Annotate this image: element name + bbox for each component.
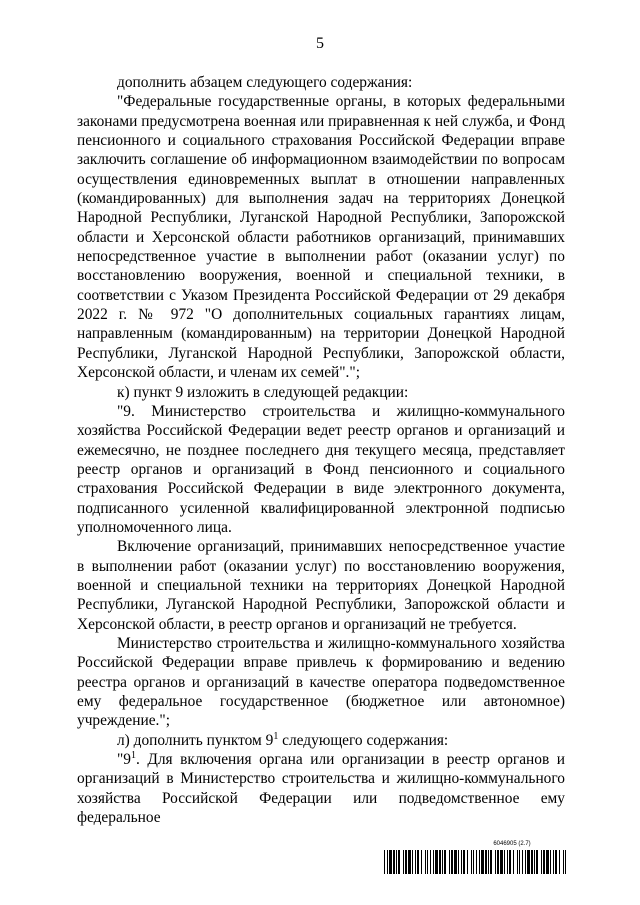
barcode-bar [405, 850, 407, 874]
barcode-bar [398, 850, 400, 874]
barcode-bar [473, 850, 474, 874]
superscript: 1 [273, 730, 279, 742]
page-number: 5 [316, 35, 324, 52]
barcode-bar [449, 850, 450, 874]
barcode-bar [525, 850, 526, 874]
text-run: следующего содержания: [278, 731, 449, 749]
paragraph-item-9: "9. Министерство строительства и жилищно-коммунального хозяйства Российской Федерации ведет реестр органов и организаций и ежемесячно, не позднее последнего дня текущего месяца, представляет реестр органов и организаций в Фонд пенсионного и социального страхования Российской Федерации в виде электронного документа, подписанного усиленной квалифицированной электронной подписью уполномоченного лица. [77, 402, 565, 536]
barcode-bar [488, 850, 489, 874]
barcode-bar [396, 850, 397, 874]
barcode-bar [476, 850, 477, 874]
document-body [77, 73, 565, 827]
barcode-bar [550, 850, 551, 874]
barcode-bar [435, 850, 438, 874]
barcode-bar [479, 850, 480, 874]
barcode-bar [513, 850, 514, 874]
barcode-bar [389, 850, 392, 874]
barcode-bar [559, 850, 560, 874]
barcode-bar [485, 850, 487, 874]
barcode-bar [415, 850, 416, 874]
barcode-bar [541, 850, 542, 874]
paragraph-add-clause: дополнить абзацем следующего содержания: [117, 74, 413, 91]
barcode-bar [393, 850, 395, 874]
paragraph-item-k: к) пункт 9 изложить в следующей редакции: [117, 383, 409, 401]
barcode-bar [536, 850, 538, 874]
barcode-bar [467, 850, 468, 874]
barcode-bar [433, 850, 434, 874]
barcode-bar [427, 850, 428, 874]
barcode-bar [553, 850, 554, 874]
barcode-bar [507, 850, 508, 874]
paragraph-federal-agencies: "Федеральные государственные органы, в которых федеральными законами предусмотрена военная или приравненная к ней служба, и Фонд пенсионного и социального страхования Российской Федерации вправе заключить соглашение об информационном взаимодействии по вопросам осуществления единовременных выплат в отношении направленных (командированных) для выполнения задач на территориях Донецкой Народной Республики, Луганской Народной Республики, Запорожской области и Херсонской области работников организаций, принимавших непосредственное участие в выполнении работ (оказании услуг) по восстановлению вооружения, военной и специальной техники, в соответствии с Указом Президента Российской Федерации от 29 декабря 2022 г. № 972 "О дополнительных социальных гарантиях лицам, направленным (командированным) на территории Донецкой Народной Республики, Луганской Народной Республики, Запорожской области, Херсонской области, и членам их семей"."; [77, 93, 565, 382]
barcode-bar [387, 850, 388, 874]
barcode-bar [534, 850, 535, 874]
barcode-bar [565, 850, 566, 874]
barcode-bar [461, 850, 462, 874]
barcode-bar [412, 850, 413, 874]
barcode-bar [384, 850, 385, 874]
barcode-bar [504, 850, 505, 874]
barcode-bar [517, 850, 518, 874]
barcode-bar [421, 850, 422, 874]
barcode-bar [500, 850, 503, 874]
barcode-bar [481, 850, 484, 874]
barcode-bar [425, 850, 426, 874]
barcode-bar [408, 850, 411, 874]
barcode-bar [543, 850, 545, 874]
barcode-bar [555, 850, 557, 874]
barcode-bar [522, 850, 523, 874]
barcode-bar [417, 850, 419, 874]
barcode-image [384, 850, 566, 874]
barcode-bar [546, 850, 549, 874]
barcode-code: 6046905 (2.7) [493, 841, 531, 847]
barcode-bar [495, 850, 496, 874]
barcode-bar [403, 850, 404, 874]
barcode-bar [531, 850, 533, 874]
paragraph-item-9-1 [77, 750, 565, 827]
paragraph-item-l [77, 731, 565, 750]
barcode-bar [509, 850, 511, 874]
superscript: 1 [130, 750, 136, 762]
barcode-bar [497, 850, 499, 874]
barcode-bar [430, 850, 431, 874]
barcode-bar [490, 850, 492, 874]
barcode-bar [463, 850, 465, 874]
barcode-bar [458, 850, 459, 874]
barcode-bar [563, 850, 564, 874]
barcode-bar [471, 850, 472, 874]
barcode-bar [454, 850, 457, 874]
barcode-bar [519, 850, 520, 874]
barcode-bar [439, 850, 441, 874]
barcode-bar [451, 850, 453, 874]
paragraph-ministry-operator: Министерство строительства и жилищно-коммунального хозяйства Российской Федерации вправе привлечь к формированию и ведению реестра органов и организаций в качестве оператора подведомственное ему федеральное государственное (бюджетное или автономное) учреждение."; [77, 634, 565, 730]
barcode-bar [444, 850, 446, 874]
barcode-bar [527, 850, 530, 874]
barcode-bar [442, 850, 443, 874]
text-run: "9 [117, 751, 131, 769]
text-run: л) дополнить пунктом 9 [117, 731, 274, 749]
text-run: . Для включения органа или организации в реестр органов и организаций в Министерство строительства и жилищно-коммунального хозяйства Российской Федерации или подведомственное ему федеральное [77, 751, 565, 827]
paragraph-inclusion: Включение организаций, принимавших непосредственное участие в выполнении работ (оказании услуг) по восстановлению вооружения, военной и специальной техники на территориях Донецкой Народной Республики, Луганской Народной Республики, Запорожской области и Херсонской области, в реестр органов и организаций не требуется. [77, 538, 565, 633]
